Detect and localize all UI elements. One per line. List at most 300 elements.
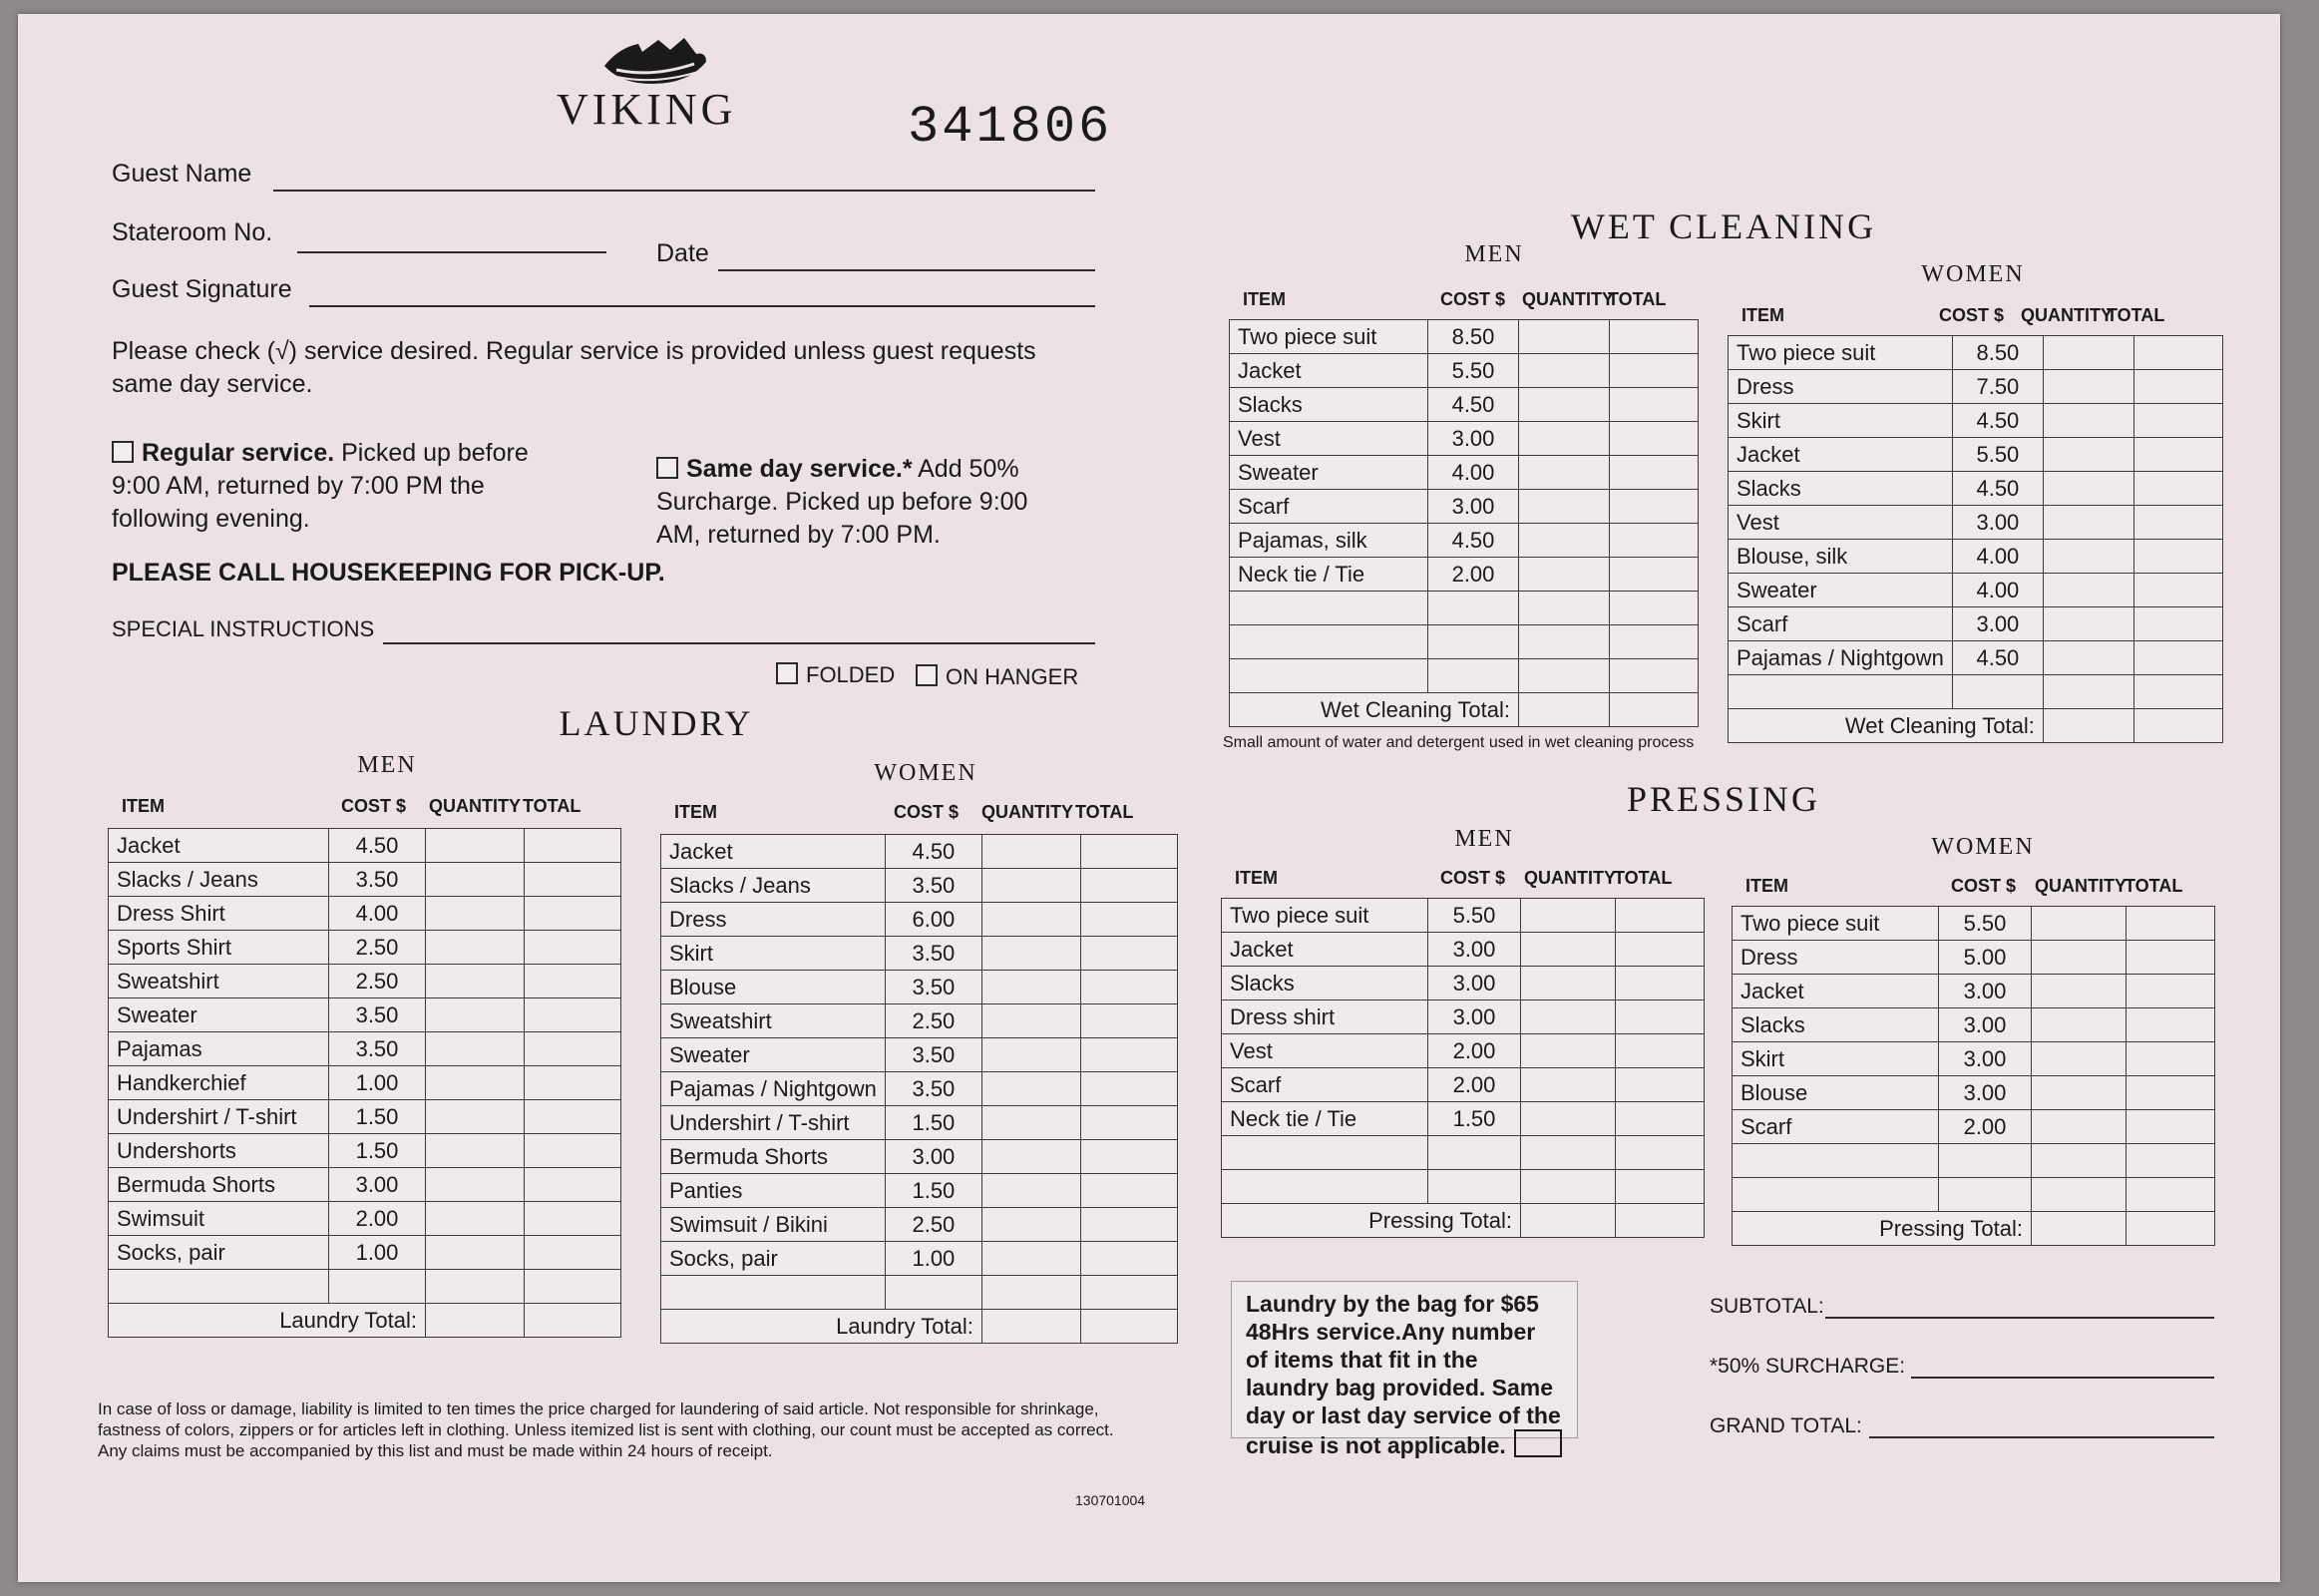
item-cost: 8.50 — [1428, 320, 1519, 354]
laundry-bag-offer-box — [1231, 1281, 1578, 1458]
total-cell[interactable] — [1610, 558, 1699, 592]
section-total-cell[interactable] — [1080, 1310, 1177, 1344]
quantity-cell[interactable] — [2032, 1110, 2126, 1144]
quantity-cell[interactable] — [1519, 422, 1610, 456]
item-cost: 2.00 — [329, 1202, 426, 1236]
total-quantity-cell[interactable] — [1521, 1204, 1616, 1238]
quantity-cell[interactable] — [1521, 933, 1616, 967]
pressing-women-heading: WOMEN — [1931, 834, 2035, 860]
wet-cleaning-men-column-headers — [1243, 289, 1741, 315]
total-cell[interactable] — [2133, 607, 2222, 641]
item-cost: 3.00 — [1428, 490, 1519, 524]
total-cell[interactable] — [525, 1066, 621, 1100]
table-row — [1733, 1042, 2215, 1076]
section-total-cell[interactable] — [1610, 693, 1699, 727]
item-cost: 5.50 — [1428, 899, 1521, 933]
quantity-cell[interactable] — [1519, 354, 1610, 388]
total-cell[interactable] — [1080, 869, 1177, 903]
total-cell[interactable] — [525, 863, 621, 897]
laundry-bag-checkbox[interactable] — [1514, 1429, 1562, 1457]
item-name[interactable] — [109, 1270, 329, 1304]
quantity-cell[interactable] — [2032, 1008, 2126, 1042]
item-name: Vest — [1729, 506, 1953, 540]
quantity-cell[interactable] — [981, 869, 1080, 903]
total-cell[interactable] — [1080, 903, 1177, 937]
table-row — [1230, 456, 1699, 490]
total-cell[interactable] — [1616, 1136, 1705, 1170]
item-name[interactable] — [661, 1276, 886, 1310]
total-cell[interactable] — [525, 897, 621, 931]
guest-signature-label: Guest Signature — [112, 275, 292, 303]
pressing-women-table — [1732, 906, 2215, 1246]
total-cell[interactable] — [2133, 472, 2222, 506]
item-cost — [1428, 592, 1519, 625]
total-row — [1222, 1204, 1705, 1238]
total-cell[interactable] — [525, 1168, 621, 1202]
same-day-service-title: Same day service.* — [686, 455, 913, 483]
total-column-header: TOTAL — [1075, 802, 1134, 822]
total-quantity-cell[interactable] — [426, 1304, 525, 1338]
folded-option[interactable] — [776, 662, 895, 688]
quantity-cell[interactable] — [2043, 438, 2133, 472]
total-cell[interactable] — [1080, 1038, 1177, 1072]
quantity-cell[interactable] — [426, 1134, 525, 1168]
table-row — [1222, 933, 1705, 967]
quantity-cell[interactable] — [981, 1072, 1080, 1106]
item-name: Dress shirt — [1222, 1000, 1428, 1034]
table-row — [661, 1004, 1178, 1038]
cost-column-header: COST $ — [341, 796, 407, 816]
total-cell[interactable] — [1616, 1102, 1705, 1136]
item-name[interactable] — [1230, 659, 1428, 693]
form-code: 130701004 — [1075, 1492, 1146, 1508]
quantity-cell[interactable] — [1519, 456, 1610, 490]
item-cost: 7.50 — [1952, 370, 2043, 404]
total-cell[interactable] — [2133, 574, 2222, 607]
total-cell[interactable] — [1610, 320, 1699, 354]
item-cost: 1.00 — [329, 1066, 426, 1100]
total-cell[interactable] — [1616, 1170, 1705, 1204]
total-cell[interactable] — [525, 1032, 621, 1066]
quantity-cell[interactable] — [1521, 1000, 1616, 1034]
total-quantity-cell[interactable] — [1519, 693, 1610, 727]
total-cell[interactable] — [1616, 1034, 1705, 1068]
table-row — [1733, 1110, 2215, 1144]
total-cell[interactable] — [1080, 1106, 1177, 1140]
total-quantity-cell[interactable] — [2032, 1212, 2126, 1246]
quantity-cell[interactable] — [2043, 336, 2133, 370]
total-cell[interactable] — [1616, 1068, 1705, 1102]
surcharge-field[interactable] — [1911, 1377, 2214, 1379]
pressing-men-column-headers — [1235, 868, 1734, 894]
regular-service-title: Regular service. — [142, 439, 335, 467]
item-name: Sweater — [109, 998, 329, 1032]
item-name: Socks, pair — [661, 1242, 886, 1276]
laundry-title: LAUNDRY — [559, 703, 754, 743]
quantity-cell[interactable] — [426, 1202, 525, 1236]
blank-row — [1222, 1136, 1705, 1170]
total-cell[interactable] — [2126, 1008, 2215, 1042]
total-cell[interactable] — [1616, 933, 1705, 967]
total-cell[interactable] — [1610, 524, 1699, 558]
item-name: Scarf — [1733, 1110, 1939, 1144]
total-quantity-cell[interactable] — [2043, 709, 2133, 743]
item-name[interactable] — [1222, 1136, 1428, 1170]
total-cell[interactable] — [2133, 370, 2222, 404]
total-row — [661, 1310, 1178, 1344]
section-total-cell[interactable] — [2133, 709, 2222, 743]
total-cell[interactable] — [2133, 438, 2222, 472]
item-name[interactable] — [1230, 592, 1428, 625]
quantity-cell[interactable] — [2043, 607, 2133, 641]
quantity-cell[interactable] — [1519, 558, 1610, 592]
table-row — [1222, 967, 1705, 1000]
item-cost: 4.50 — [1428, 388, 1519, 422]
quantity-cell[interactable] — [1521, 1136, 1616, 1170]
quantity-cell[interactable] — [1519, 625, 1610, 659]
quantity-cell[interactable] — [1519, 388, 1610, 422]
quantity-cell[interactable] — [2043, 675, 2133, 709]
total-cell[interactable] — [2126, 1144, 2215, 1178]
total-cell[interactable] — [1080, 1140, 1177, 1174]
item-cost — [885, 1276, 981, 1310]
quantity-cell[interactable] — [981, 903, 1080, 937]
quantity-cell[interactable] — [2032, 1178, 2126, 1212]
quantity-column-header: QUANTITY — [429, 796, 521, 816]
item-cost: 3.00 — [1939, 975, 2032, 1008]
table-row — [1733, 941, 2215, 975]
quantity-cell[interactable] — [981, 1140, 1080, 1174]
brand-name: VIKING — [557, 85, 737, 134]
item-name: Jacket — [1230, 354, 1428, 388]
subtotal-label: SUBTOTAL: — [1710, 1295, 1824, 1318]
item-cost — [1939, 1144, 2032, 1178]
item-name: Sweater — [661, 1038, 886, 1072]
quantity-cell[interactable] — [1521, 1034, 1616, 1068]
table-row — [661, 1174, 1178, 1208]
item-name: Blouse, silk — [1729, 540, 1953, 574]
item-name[interactable] — [1733, 1144, 1939, 1178]
total-cell[interactable] — [1610, 456, 1699, 490]
quantity-cell[interactable] — [426, 863, 525, 897]
total-cell[interactable] — [525, 1134, 621, 1168]
quantity-cell[interactable] — [2043, 540, 2133, 574]
total-cell[interactable] — [525, 1236, 621, 1270]
section-total-cell[interactable] — [1616, 1204, 1705, 1238]
item-name: Scarf — [1729, 607, 1953, 641]
same-day-service-checkbox[interactable] — [656, 457, 678, 479]
guest-signature-field[interactable] — [309, 305, 1095, 307]
total-cell[interactable] — [2126, 1076, 2215, 1110]
total-cell[interactable] — [2133, 540, 2222, 574]
item-cost: 3.00 — [1939, 1008, 2032, 1042]
total-cell[interactable] — [525, 998, 621, 1032]
item-cost: 2.00 — [1428, 1034, 1521, 1068]
item-cost: 2.00 — [1428, 558, 1519, 592]
stateroom-label: Stateroom No. — [112, 218, 273, 246]
table-row — [109, 1202, 621, 1236]
item-cost: 1.50 — [885, 1106, 981, 1140]
stateroom-field[interactable] — [297, 251, 606, 253]
total-cell[interactable] — [525, 931, 621, 965]
item-name: Neck tie / Tie — [1222, 1102, 1428, 1136]
table-row — [661, 1072, 1178, 1106]
table-row — [109, 931, 621, 965]
on-hanger-checkbox[interactable] — [916, 664, 938, 686]
quantity-cell[interactable] — [426, 1066, 525, 1100]
total-cell[interactable] — [525, 829, 621, 863]
on-hanger-option[interactable] — [916, 664, 1078, 690]
table-row — [661, 903, 1178, 937]
section-total-label: Laundry Total: — [109, 1304, 426, 1338]
item-name: Dress — [1729, 370, 1953, 404]
item-cost: 3.50 — [885, 971, 981, 1004]
total-cell[interactable] — [2133, 506, 2222, 540]
special-instructions-field[interactable] — [383, 642, 1095, 644]
item-name: Vest — [1230, 422, 1428, 456]
date-label: Date — [656, 239, 709, 267]
quantity-cell[interactable] — [981, 1208, 1080, 1242]
total-cell[interactable] — [1610, 422, 1699, 456]
item-name[interactable] — [1222, 1170, 1428, 1204]
table-row — [1230, 388, 1699, 422]
quantity-cell[interactable] — [426, 965, 525, 998]
item-cost: 4.50 — [885, 835, 981, 869]
total-cell[interactable] — [2133, 404, 2222, 438]
total-column-header: TOTAL — [1608, 289, 1667, 309]
total-cell[interactable] — [1610, 625, 1699, 659]
item-name[interactable] — [1729, 675, 1953, 709]
total-cell[interactable] — [1080, 1174, 1177, 1208]
call-housekeeping-notice: PLEASE CALL HOUSEKEEPING FOR PICK-UP. — [112, 559, 665, 587]
item-name: Slacks — [1729, 472, 1953, 506]
table-row — [1729, 336, 2223, 370]
blank-row — [1733, 1178, 2215, 1212]
quantity-cell[interactable] — [2043, 574, 2133, 607]
item-cost: 2.00 — [1939, 1110, 2032, 1144]
quantity-cell[interactable] — [426, 998, 525, 1032]
quantity-cell[interactable] — [1521, 1170, 1616, 1204]
total-cell[interactable] — [1616, 899, 1705, 933]
total-cell[interactable] — [2126, 975, 2215, 1008]
quantity-cell[interactable] — [2032, 1042, 2126, 1076]
item-cost: 5.50 — [1428, 354, 1519, 388]
item-cost: 8.50 — [1952, 336, 2043, 370]
quantity-cell[interactable] — [426, 931, 525, 965]
item-cost: 2.50 — [329, 965, 426, 998]
total-cell[interactable] — [2126, 1042, 2215, 1076]
item-name: Sweatshirt — [661, 1004, 886, 1038]
quantity-cell[interactable] — [1519, 524, 1610, 558]
quantity-cell[interactable] — [981, 1242, 1080, 1276]
item-name: Swimsuit — [109, 1202, 329, 1236]
item-cost: 4.00 — [1952, 574, 2043, 607]
quantity-cell[interactable] — [426, 897, 525, 931]
total-cell[interactable] — [1080, 1242, 1177, 1276]
item-cost: 3.00 — [1428, 1000, 1521, 1034]
total-column-header: TOTAL — [1614, 868, 1673, 888]
total-cell[interactable] — [2133, 675, 2222, 709]
quantity-cell[interactable] — [426, 1100, 525, 1134]
quantity-cell[interactable] — [426, 1236, 525, 1270]
quantity-cell[interactable] — [426, 1032, 525, 1066]
wet-cleaning-women-heading: WOMEN — [1921, 261, 2025, 287]
table-row — [1729, 641, 2223, 675]
table-row — [1729, 472, 2223, 506]
item-name: Pajamas / Nightgown — [661, 1072, 886, 1106]
table-row — [661, 835, 1178, 869]
quantity-cell[interactable] — [2043, 506, 2133, 540]
total-cell[interactable] — [1080, 1276, 1177, 1310]
item-cost: 3.00 — [1952, 506, 2043, 540]
table-row — [1733, 1008, 2215, 1042]
section-total-cell[interactable] — [525, 1304, 621, 1338]
cost-column-header: COST $ — [1939, 305, 2005, 325]
pressing-title: PRESSING — [1626, 779, 1821, 819]
item-name: Blouse — [661, 971, 886, 1004]
quantity-cell[interactable] — [426, 1168, 525, 1202]
pressing-men-table — [1221, 898, 1705, 1238]
total-cell[interactable] — [2133, 641, 2222, 675]
total-cell[interactable] — [525, 1100, 621, 1134]
quantity-cell[interactable] — [981, 1004, 1080, 1038]
date-field[interactable] — [718, 269, 1095, 271]
guest-name-label: Guest Name — [112, 160, 252, 188]
quantity-cell[interactable] — [1519, 320, 1610, 354]
item-name: Two piece suit — [1729, 336, 1953, 370]
item-name: Swimsuit / Bikini — [661, 1208, 886, 1242]
item-name: Vest — [1222, 1034, 1428, 1068]
item-cost: 4.50 — [1428, 524, 1519, 558]
item-column-header: ITEM — [1235, 868, 1278, 888]
quantity-cell[interactable] — [2043, 370, 2133, 404]
item-name: Dress — [661, 903, 886, 937]
quantity-cell[interactable] — [2032, 907, 2126, 941]
laundry-bag-offer-text: Laundry by the bag for $65 48Hrs service.Any number of items that fit in the laundry bag provided. Same day or last day service of the cruise is not applicable. — [1246, 1291, 1561, 1458]
wet-cleaning-women-table — [1728, 335, 2223, 743]
section-total-cell[interactable] — [2126, 1212, 2215, 1246]
total-cell[interactable] — [1610, 354, 1699, 388]
grand-total-field[interactable] — [1869, 1436, 2214, 1438]
quantity-cell[interactable] — [981, 1276, 1080, 1310]
quantity-cell[interactable] — [2032, 1144, 2126, 1178]
item-column-header: ITEM — [1745, 876, 1788, 896]
quantity-cell[interactable] — [981, 1106, 1080, 1140]
table-row — [1729, 506, 2223, 540]
total-cell[interactable] — [525, 965, 621, 998]
item-name: Jacket — [661, 835, 886, 869]
surcharge-label: *50% SURCHARGE: — [1710, 1355, 1906, 1378]
total-cell[interactable] — [1610, 592, 1699, 625]
quantity-cell[interactable] — [1521, 1102, 1616, 1136]
regular-service-option[interactable] — [112, 437, 551, 536]
quantity-cell[interactable] — [2032, 975, 2126, 1008]
item-cost: 1.50 — [885, 1174, 981, 1208]
subtotal-field[interactable] — [1825, 1317, 2214, 1319]
table-row — [109, 1032, 621, 1066]
quantity-cell[interactable] — [981, 1038, 1080, 1072]
total-cell[interactable] — [1080, 1004, 1177, 1038]
quantity-cell[interactable] — [981, 1174, 1080, 1208]
total-cell[interactable] — [1080, 937, 1177, 971]
total-cell[interactable] — [525, 1202, 621, 1236]
total-cell[interactable] — [1080, 1208, 1177, 1242]
quantity-cell[interactable] — [426, 829, 525, 863]
quantity-cell[interactable] — [2043, 404, 2133, 438]
table-row — [1733, 1076, 2215, 1110]
total-cell[interactable] — [2126, 941, 2215, 975]
total-cell[interactable] — [1610, 388, 1699, 422]
total-cell[interactable] — [2126, 907, 2215, 941]
table-row — [1230, 490, 1699, 524]
total-quantity-cell[interactable] — [981, 1310, 1080, 1344]
quantity-cell[interactable] — [1519, 592, 1610, 625]
item-cost: 3.50 — [329, 863, 426, 897]
quantity-cell[interactable] — [2043, 641, 2133, 675]
quantity-cell[interactable] — [981, 971, 1080, 1004]
quantity-cell[interactable] — [1521, 899, 1616, 933]
item-cost — [1428, 1136, 1521, 1170]
table-row — [1230, 422, 1699, 456]
total-cell[interactable] — [2126, 1178, 2215, 1212]
quantity-cell[interactable] — [981, 835, 1080, 869]
table-row — [1729, 438, 2223, 472]
quantity-cell[interactable] — [981, 937, 1080, 971]
quantity-cell[interactable] — [1519, 659, 1610, 693]
total-cell[interactable] — [1610, 659, 1699, 693]
table-row — [661, 1038, 1178, 1072]
quantity-cell[interactable] — [1519, 490, 1610, 524]
quantity-cell[interactable] — [2032, 1076, 2126, 1110]
table-row — [1222, 1068, 1705, 1102]
total-cell[interactable] — [1616, 1000, 1705, 1034]
table-row — [1222, 899, 1705, 933]
item-cost: 3.00 — [329, 1168, 426, 1202]
item-name[interactable] — [1230, 625, 1428, 659]
laundry-form-sheet — [18, 14, 2280, 1582]
blank-row — [1230, 625, 1699, 659]
item-column-header: ITEM — [1243, 289, 1286, 309]
total-cell[interactable] — [1080, 835, 1177, 869]
quantity-cell[interactable] — [2032, 941, 2126, 975]
total-cell[interactable] — [1080, 1072, 1177, 1106]
wet-cleaning-footnote: Small amount of water and detergent used in wet cleaning process — [1223, 734, 1695, 751]
total-cell[interactable] — [1610, 490, 1699, 524]
total-cell[interactable] — [525, 1270, 621, 1304]
total-cell[interactable] — [2133, 336, 2222, 370]
guest-name-field[interactable] — [273, 190, 1095, 192]
blank-row — [1222, 1170, 1705, 1204]
same-day-service-option[interactable] — [656, 453, 1075, 552]
total-column-header: TOTAL — [2107, 305, 2165, 325]
blank-row — [1230, 659, 1699, 693]
quantity-cell[interactable] — [1521, 967, 1616, 1000]
quantity-cell[interactable] — [2043, 472, 2133, 506]
total-cell[interactable] — [1080, 971, 1177, 1004]
total-cell[interactable] — [2126, 1110, 2215, 1144]
table-row — [661, 1242, 1178, 1276]
quantity-cell[interactable] — [1521, 1068, 1616, 1102]
quantity-cell[interactable] — [426, 1270, 525, 1304]
total-row — [109, 1304, 621, 1338]
item-name[interactable] — [1733, 1178, 1939, 1212]
regular-service-checkbox[interactable] — [112, 441, 134, 463]
item-name: Two piece suit — [1733, 907, 1939, 941]
laundry-women-heading: WOMEN — [874, 760, 977, 786]
folded-checkbox[interactable] — [776, 662, 798, 684]
item-column-header: ITEM — [674, 802, 717, 822]
total-cell[interactable] — [1616, 967, 1705, 1000]
